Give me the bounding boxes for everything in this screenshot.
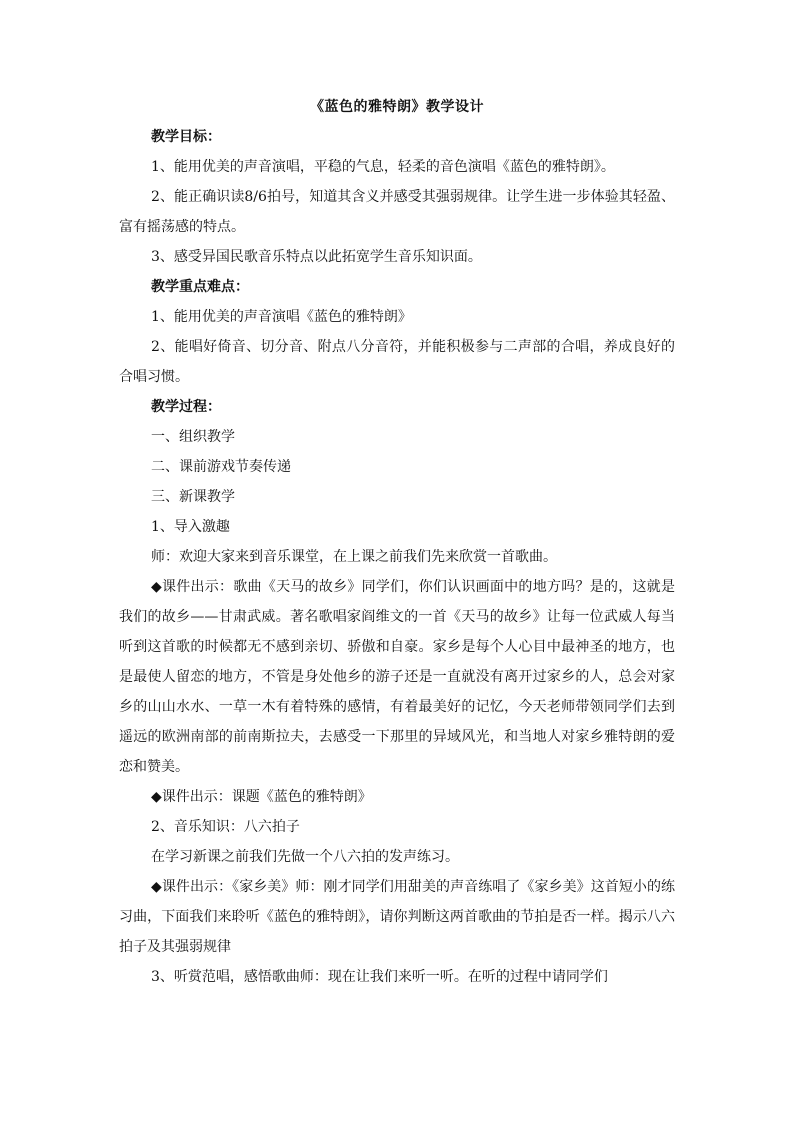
process-step-2: 二、课前游戏节奏传递 <box>151 459 291 475</box>
process-step-1: 一、组织教学 <box>151 429 235 445</box>
practice-note: 在学习新课之前我们先做一个八六拍的发声练习。 <box>151 849 459 865</box>
goal-3: 3、感受异国民歌音乐特点以此拓宽学生音乐知识面。 <box>151 249 482 265</box>
goals-heading: 教学目标： <box>151 129 221 145</box>
document-body <box>119 92 675 992</box>
process-step-3: 三、新课教学 <box>151 489 235 505</box>
teacher-intro: 师：欢迎大家来到音乐课堂，在上课之前我们先来欣赏一首歌曲。 <box>151 549 557 565</box>
sub-step-3: 3、听赏范唱，感悟歌曲师：现在让我们来听一听。在听的过程中请同学们 <box>151 969 608 985</box>
process-heading: 教学过程： <box>151 399 221 415</box>
slide-note-3: ◆课件出示：《家乡美》师：刚才同学们用甜美的声音练唱了《家乡美》这首短小的练习曲，下面我们来聆听《蓝色的雅特朗》，请你判断这两首歌曲的节拍是否一样。揭示八六拍子及其强弱规律 <box>119 879 675 955</box>
slide-note-1: ◆课件出示：歌曲《天马的故乡》同学们，你们认识画面中的地方吗？是的，这就是我们的故乡——甘肃武威。著名歌唱家阎维文的一首《天马的故乡》让每一位武威人每当听到这首歌的时候都无不感到亲切、骄傲和自豪。家乡是每个人心目中最神圣的地方，也是最使人留恋的地方，不管是身处他乡的游子还是一直就没有离开过家乡的人，总会对家乡的山山水水、一草一木有着特殊的感情，有着最美好的记忆，今天老师带领同学们去到遥远的欧洲南部的前南斯拉夫，去感受一下那里的异域风光，和当地人对家乡雅特朗的爱恋和赞美。 <box>119 579 675 775</box>
goal-1: 1、能用优美的声音演唱，平稳的气息，轻柔的音色演唱《蓝色的雅特朗》。 <box>151 159 615 175</box>
sub-step-2: 2、音乐知识：八六拍子 <box>151 819 300 835</box>
document-title: 《蓝色的雅特朗》教学设计 <box>310 99 484 115</box>
sub-step-1: 1、导入激趣 <box>151 519 230 535</box>
key-point-1: 1、能用优美的声音演唱《蓝色的雅特朗》 <box>151 309 412 325</box>
goal-2: 2、能正确识读8/6拍号，知道其含义并感受其强弱规律。让学生进一步体验其轻盈、富有摇荡感的特点。 <box>119 189 675 235</box>
key-points-heading: 教学重点难点： <box>151 279 249 295</box>
key-point-2: 2、能唱好倚音、切分音、附点八分音符，并能积极参与二声部的合唱，养成良好的合唱习惯。 <box>119 339 675 385</box>
slide-note-2: ◆课件出示：课题《蓝色的雅特朗》 <box>151 789 372 805</box>
